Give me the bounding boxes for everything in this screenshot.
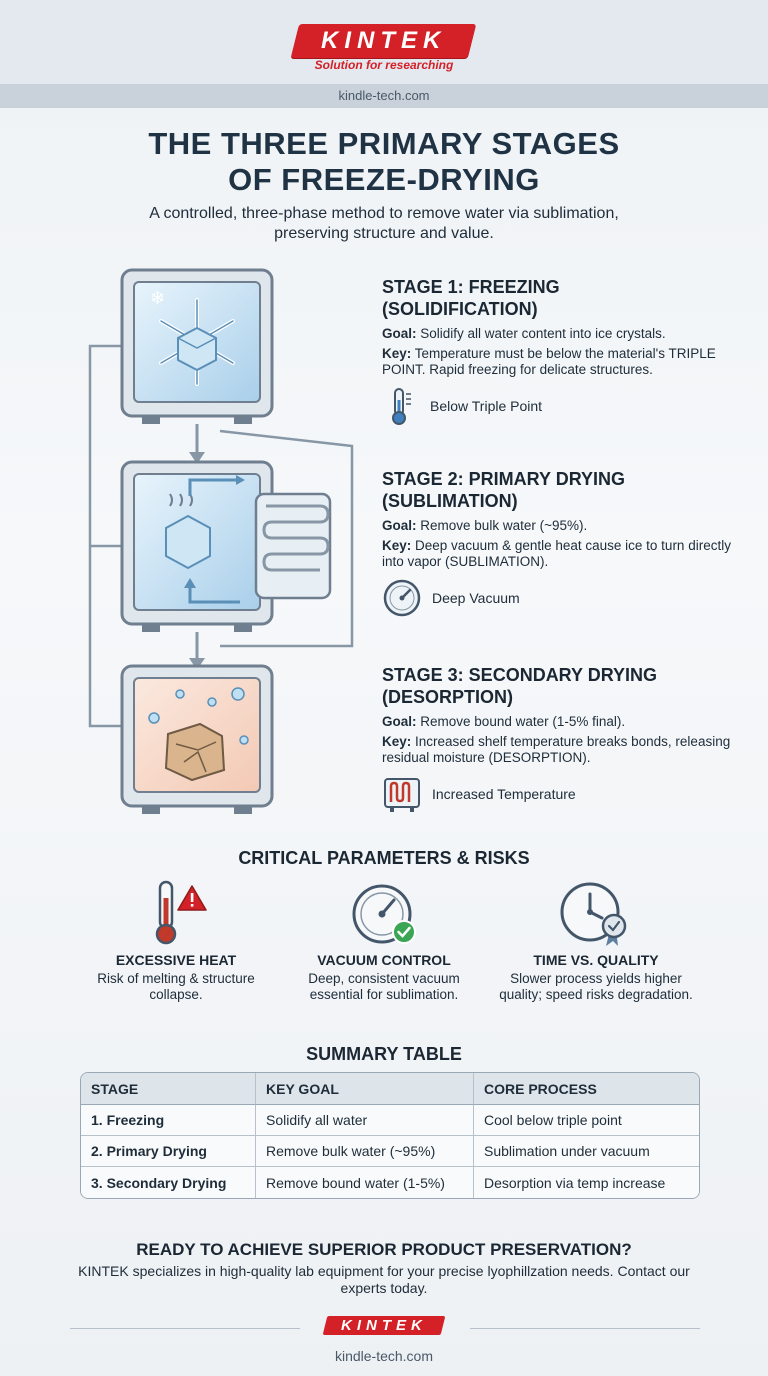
gauge-check-icon <box>344 878 424 948</box>
stage-3-indicator-label: Increased Temperature <box>432 786 576 802</box>
summary-title: SUMMARY TABLE <box>306 1044 462 1064</box>
svg-text:❄: ❄ <box>150 288 166 309</box>
table-cell: Cool below triple point <box>473 1105 699 1136</box>
gauge-icon <box>382 578 422 618</box>
page-subtitle: A controlled, three-phase method to remove water via sublimation, preserving structure and value. <box>149 205 619 242</box>
risk-excessive-heat-title: EXCESSIVE HEAT <box>115 952 237 968</box>
risk-excessive-heat <box>76 878 276 1003</box>
risk-time-quality-title: TIME VS. QUALITY <box>533 952 659 968</box>
table-header-row <box>81 1073 699 1105</box>
page-title-line-2: OF FREEZE-DRYING <box>228 162 540 197</box>
stage-1-indicator <box>382 386 732 426</box>
footer-url[interactable]: kindle-tech.com <box>334 1348 434 1364</box>
risk-time-quality-text: Slower process yields higher quality; speed risks degradation. <box>499 971 693 1002</box>
cta-title: READY TO ACHIEVE SUPERIOR PRODUCT PRESERVATION? <box>136 1240 632 1259</box>
table-row <box>81 1167 699 1198</box>
stage-2-card <box>382 468 732 618</box>
stage-1-goal: Goal: Solidify all water content into ice crystals. <box>382 326 666 341</box>
table-cell: Remove bulk water (~95%) <box>255 1136 473 1167</box>
stage-1-title: STAGE 1: FREEZING (SOLIDIFICATION) <box>382 277 560 319</box>
stage-3-card <box>382 664 732 814</box>
table-cell: Desorption via temp increase <box>473 1167 699 1198</box>
stage-2-goal: Goal: Remove bulk water (~95%). <box>382 518 588 533</box>
stage-1-indicator-label: Below Triple Point <box>430 398 543 414</box>
stage-3-goal: Goal: Remove bound water (1-5% final). <box>382 714 626 729</box>
chamber-freezing-icon <box>122 270 272 424</box>
table-cell: Solidify all water <box>255 1105 473 1136</box>
summary-table <box>80 1072 700 1199</box>
table-row <box>81 1136 699 1167</box>
table-cell: 2. Primary Drying <box>81 1136 255 1167</box>
brand-tagline: Solution for researching <box>314 58 454 72</box>
table-header-key-goal: KEY GOAL <box>255 1073 473 1105</box>
risk-vacuum-control-title: VACUUM CONTROL <box>317 952 451 968</box>
stage-3-key: Key: Increased shelf temperature breaks bonds, releasing residual moisture (DESORPTION). <box>382 734 731 765</box>
stage-2-title: STAGE 2: PRIMARY DRYING (SUBLIMATION) <box>382 469 626 511</box>
footer-logo <box>0 1316 768 1335</box>
table-header-core-process: CORE PROCESS <box>473 1073 699 1105</box>
header-url[interactable]: kindle-tech.com <box>0 84 768 108</box>
risks-title: CRITICAL PARAMETERS & RISKS <box>238 848 530 868</box>
stage-2-indicator-label: Deep Vacuum <box>432 590 520 606</box>
thermometer-warning-icon <box>136 878 216 948</box>
page-title-line-1: THE THREE PRIMARY STAGES <box>148 126 620 161</box>
stage-3-title: STAGE 3: SECONDARY DRYING (DESORPTION) <box>382 665 658 707</box>
risk-excessive-heat-text: Risk of melting & structure collapse. <box>97 971 255 1002</box>
stage-2-indicator <box>382 578 732 618</box>
chamber-desorption-icon <box>122 666 272 814</box>
brand-name: KINTEK <box>321 27 447 54</box>
stage-3-indicator <box>382 774 732 814</box>
page-title <box>0 126 768 198</box>
table-header-stage: STAGE <box>81 1073 255 1105</box>
cta-text: KINTEK specializes in high-quality lab equipment for your precise lyophillzation needs. Contact our experts today. <box>78 1263 690 1296</box>
brand-logo <box>0 24 768 58</box>
table-cell: Remove bound water (1-5%) <box>255 1167 473 1198</box>
table-cell: 3. Secondary Drying <box>81 1167 255 1198</box>
table-cell: Sublimation under vacuum <box>473 1136 699 1167</box>
stage-1-key: Key: Temperature must be below the material's TRIPLE POINT. Rapid freezing for delicate structures. <box>382 346 716 377</box>
return-line-left <box>90 346 122 726</box>
stage-1-card <box>382 276 732 426</box>
risk-vacuum-control-text: Deep, consistent vacuum essential for sublimation. <box>308 971 460 1002</box>
table-cell: 1. Freezing <box>81 1105 255 1136</box>
chamber-sublimation-icon <box>122 462 330 632</box>
heater-icon <box>382 774 422 814</box>
footer-brand-name: KINTEK <box>341 1317 427 1334</box>
clock-badge-icon <box>556 878 636 948</box>
thermometer-icon <box>382 386 420 426</box>
risk-vacuum-control <box>284 878 484 1003</box>
table-row <box>81 1105 699 1136</box>
freeze-drying-diagram <box>80 266 370 816</box>
risk-time-quality <box>496 878 696 1003</box>
stage-2-key: Key: Deep vacuum & gentle heat cause ice to turn directly into vapor (SUBLIMATION). <box>382 538 731 569</box>
